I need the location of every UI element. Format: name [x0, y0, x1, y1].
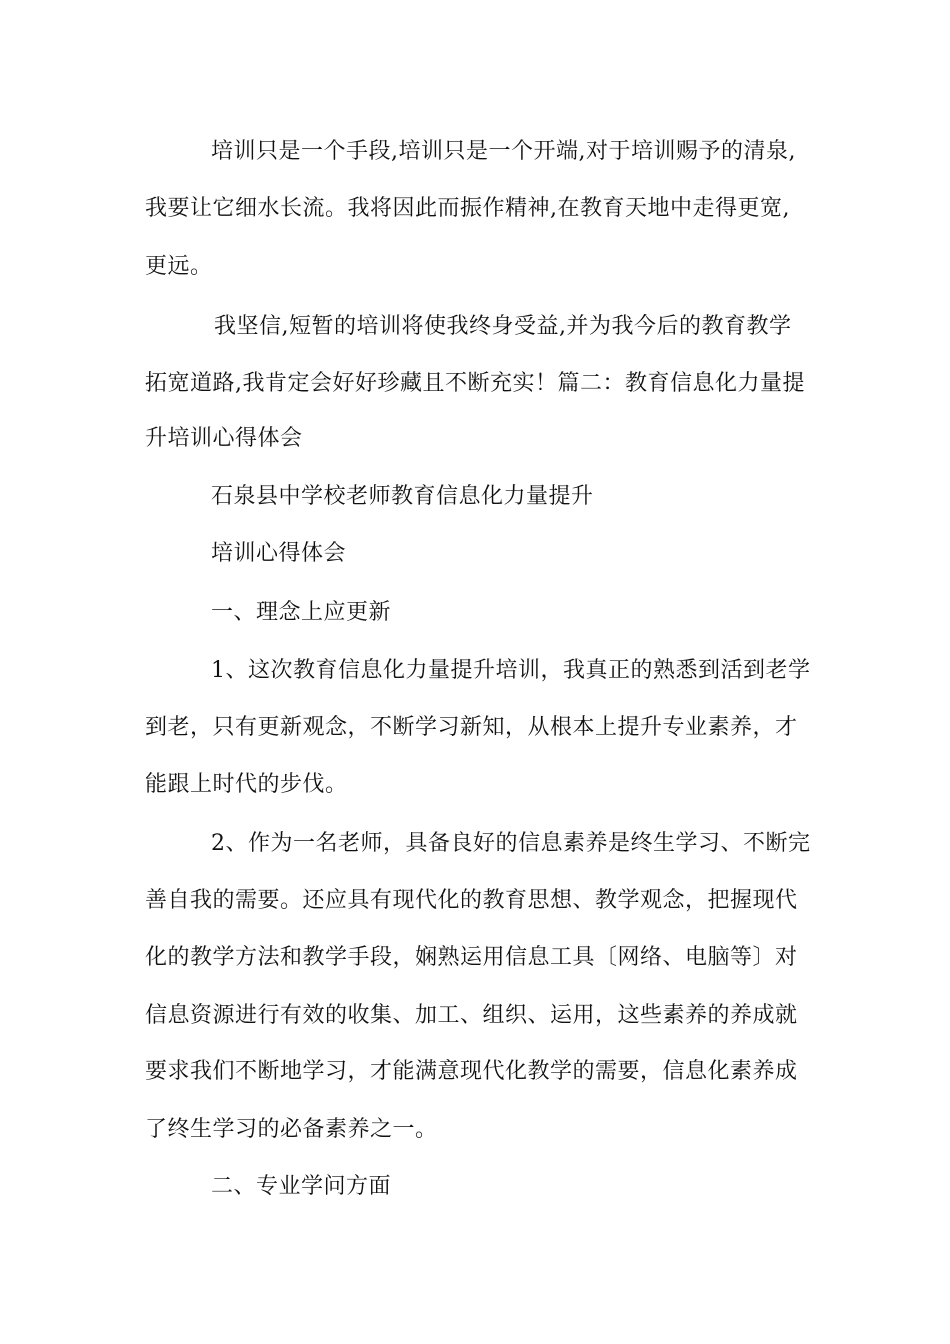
text-line: 化的教学方法和教学手段，娴熟运用信息工具〔网络、电脑等〕对 — [145, 945, 798, 970]
text-line: 信息资源进行有效的收集、加工、组织、运用，这些素养的养成就 — [145, 1003, 798, 1028]
heading-line: 石泉县中学校老师教育信息化力量提升 — [211, 484, 594, 509]
text-line: 到老，只有更新观念，不断学习新知，从根本上提升专业素养，才 — [145, 715, 798, 740]
text-line: 2、作为一名老师，具备良好的信息素养是终生学习、不断完 — [211, 831, 811, 856]
heading-line: 培训心得体会 — [211, 541, 347, 566]
text-line: 了终生学习的必备素养之一。 — [145, 1117, 438, 1142]
text-line: 善自我的需要。还应具有现代化的教育思想、教学观念，把握现代 — [145, 888, 798, 913]
text-line: 升培训心得体会 — [145, 426, 303, 451]
text-line: 我要让它细水长流。我将因此而振作精神,在教育天地中走得更宽, — [145, 196, 790, 221]
text-line: 拓宽道路,我肯定会好好珍藏且不断充实！篇二：教育信息化力量提 — [145, 371, 805, 396]
text-line: 我坚信,短暂的培训将使我终身受益,并为我今后的教育教学 — [214, 314, 792, 339]
text-line: 能跟上时代的步伐。 — [145, 772, 348, 797]
text-line: 更远。 — [145, 254, 213, 279]
text-line: 培训只是一个手段,培训只是一个开端,对于培训赐予的清泉, — [211, 139, 796, 164]
section-heading: 二、专业学问方面 — [211, 1174, 392, 1199]
text-line: 要求我们不断地学习，才能满意现代化教学的需要，信息化素养成 — [145, 1059, 798, 1084]
text-line: 1、这次教育信息化力量提升培训，我真正的熟悉到活到老学 — [211, 658, 811, 683]
section-heading: 一、理念上应更新 — [211, 600, 392, 625]
